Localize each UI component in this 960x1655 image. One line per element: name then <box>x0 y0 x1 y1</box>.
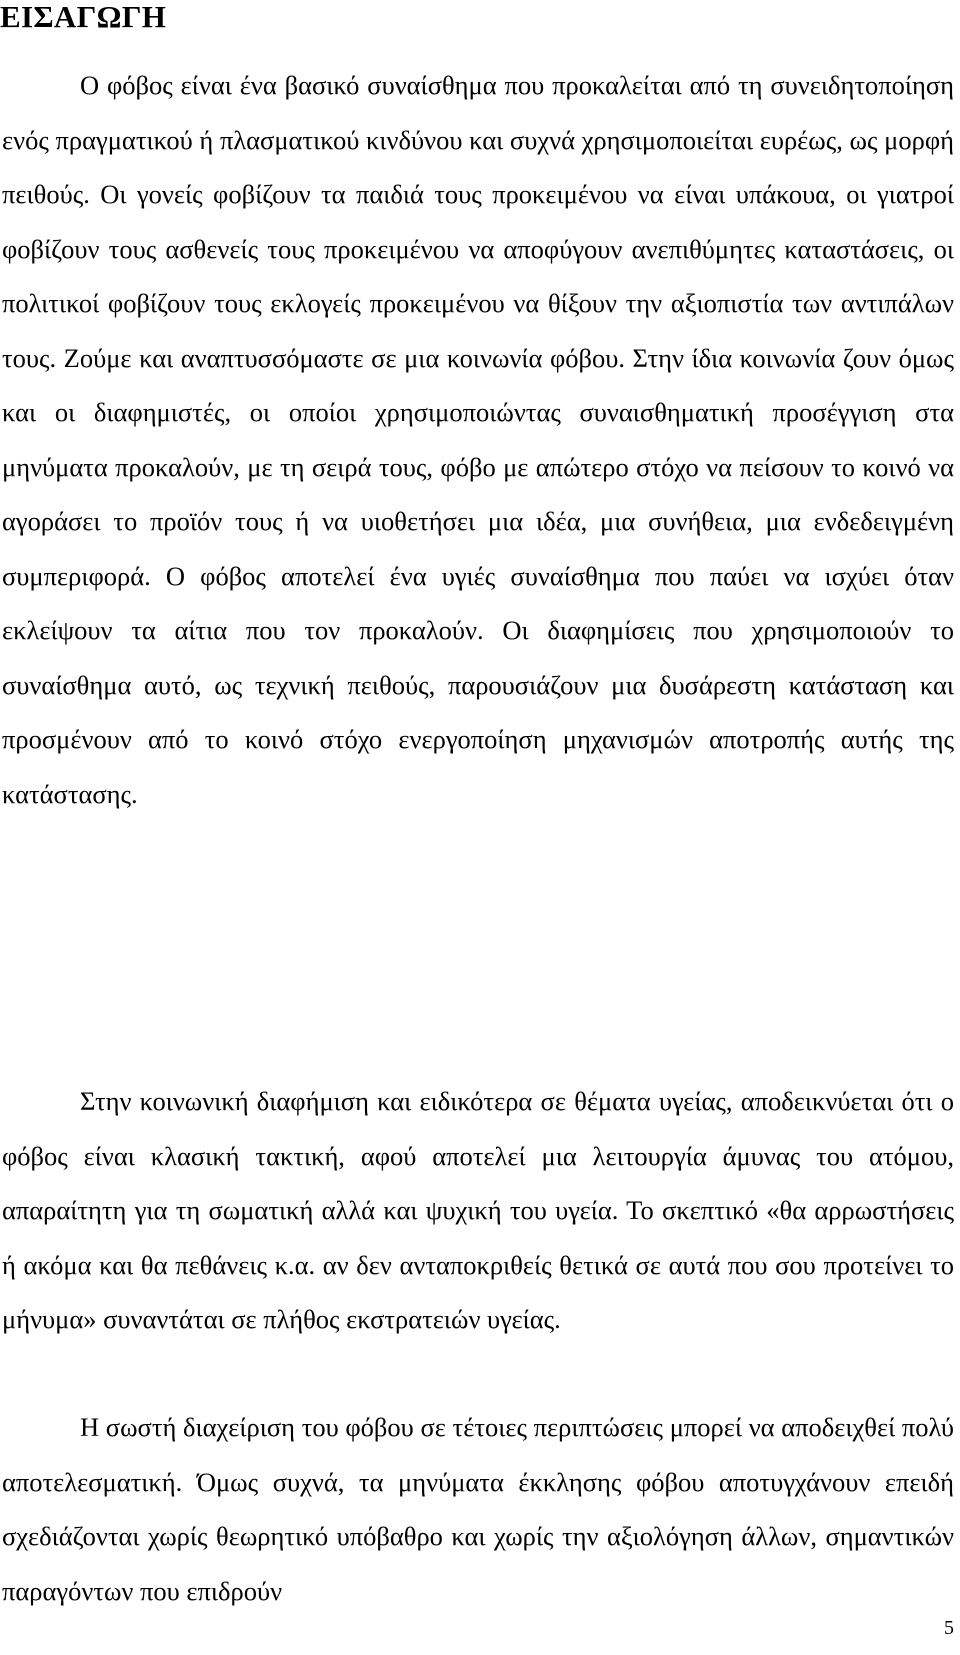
body-paragraph: Η σωστή διαχείριση του φόβου σε τέτοιες περιπτώσεις μπορεί να αποδειχθεί πολύ αποτελεσματική. Όμως συχνά, τα μηνύματα έκκλησης φόβου αποτυγχάνουν επειδή σχεδιάζονται χωρίς θεωρητικό υπόβαθρο και χωρίς την αξιολόγηση άλλων, σημαντικών παραγόντων που επιδρούν <box>2 1412 954 1606</box>
section-heading: ΕΙΣΑΓΩΓΗ <box>0 0 167 34</box>
body-paragraph: Ο φόβος είναι ένα βασικό συναίσθημα που προκαλείται από τη συνειδητοποίηση ενός πραγματικού ή πλασματικού κινδύνου και συχνά χρησιμοποιείται ευρέως, ως μορφή πειθούς. Οι γονείς φοβίζουν τα παιδιά τους προκειμένου να είναι υπάκουα, οι γιατροί φοβίζουν τους ασθενείς τους προκειμένου να αποφύγουν ανεπιθύμητες καταστάσεις, οι πολιτικοί φοβίζουν τους εκλογείς προκειμένου να θίξουν την αξιοπιστία των αντιπάλων τους. Ζούμε και αναπτυσσόμαστε σε μια κοινωνία φόβου. Στην ίδια κοινωνία ζουν όμως και οι διαφημιστές, οι οποίοι χρησιμοποιώντας συναισθηματική προσέγγιση στα μηνύματα προκαλούν, με τη σειρά τους, φόβο με απώτερο στόχο να πείσουν το κοινό να αγοράσει το προϊόν τους ή να υιοθετήσει μια ιδέα, μια συνήθεια, μια ενδεδειγμένη συμπεριφορά. Ο φόβος αποτελεί ένα υγιές συναίσθημα που παύει να ισχύει όταν εκλείψουν τα αίτια που τον προκαλούν. Οι διαφημίσεις που χρησιμοποιούν το συναίσθημα αυτό, ως τεχνική πειθούς, παρουσιάζουν μια δυσάρεστη κατάσταση και προσμένουν από το κοινό στόχο ενεργοποίηση μηχανισμών αποτροπής αυτής της κατάστασης. <box>2 70 954 809</box>
page-number: 5 <box>944 1617 954 1639</box>
body-paragraph: Στην κοινωνική διαφήμιση και ειδικότερα σε θέματα υγείας, αποδεικνύεται ότι ο φόβος είναι κλασική τακτική, αφού αποτελεί μια λειτουργία άμυνας του ατόμου, απαραίτητη για τη σωματική αλλά και ψυχική του υγεία. Το σκεπτικό «θα αρρωστήσεις ή ακόμα και θα πεθάνεις κ.α. αν δεν ανταποκριθείς θετικά σε αυτά που σου προτείνει το μήνυμα» συναντάται σε πλήθος εκστρατειών υγείας. <box>2 1086 954 1334</box>
